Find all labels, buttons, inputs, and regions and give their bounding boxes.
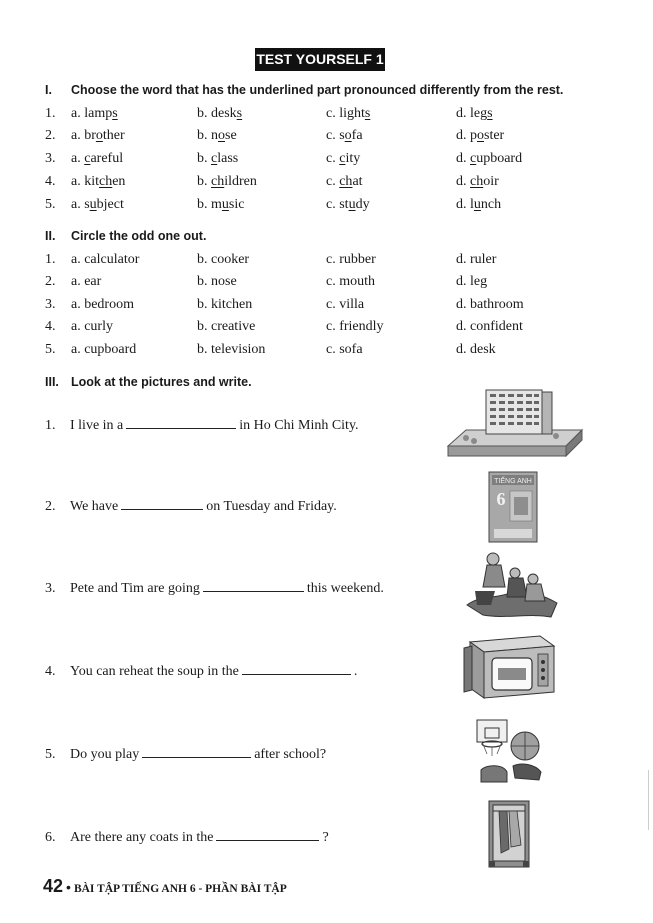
question-number: 1. bbox=[45, 418, 56, 433]
answer-option[interactable]: b. cooker bbox=[197, 252, 250, 267]
option-text: b. desk bbox=[197, 106, 237, 121]
answer-option[interactable]: b. kitchen bbox=[197, 297, 253, 312]
answer-option[interactable] bbox=[71, 197, 124, 213]
answer-option[interactable] bbox=[456, 197, 501, 213]
underlined-part: s bbox=[364, 106, 371, 121]
option-text: areful bbox=[90, 151, 124, 166]
question-number: 1. bbox=[45, 106, 56, 121]
option-text: b. m bbox=[197, 197, 222, 212]
option-text: a. s bbox=[71, 197, 90, 212]
section-1-number: I. bbox=[45, 83, 52, 97]
underlined-part: c bbox=[470, 151, 477, 166]
sentence-5 bbox=[45, 746, 326, 763]
question-row bbox=[45, 274, 625, 294]
option-text: c. bbox=[326, 151, 340, 166]
underlined-part: ch bbox=[470, 174, 484, 189]
sentence-4 bbox=[45, 663, 357, 680]
underlined-part: c bbox=[211, 151, 218, 166]
sentence-3 bbox=[45, 580, 384, 597]
option-text: at bbox=[352, 174, 363, 189]
sentence-6 bbox=[45, 829, 329, 846]
section-1-instruction: Choose the word that has the underlined part pronounced differently from the rest. bbox=[71, 83, 564, 97]
answer-option[interactable] bbox=[71, 106, 118, 122]
sentence-1 bbox=[45, 417, 359, 434]
question-number: 2. bbox=[45, 499, 56, 514]
option-text: ther bbox=[102, 128, 125, 143]
page-edge-line bbox=[648, 770, 649, 830]
question-row bbox=[45, 106, 625, 126]
question-row bbox=[45, 342, 625, 362]
answer-option[interactable] bbox=[71, 128, 125, 144]
answer-option[interactable]: d. ruler bbox=[456, 252, 497, 267]
answer-option[interactable]: b. nose bbox=[197, 274, 237, 289]
option-text: b. n bbox=[197, 128, 218, 143]
underlined-part: ch bbox=[211, 174, 225, 189]
question-number: 5. bbox=[45, 747, 56, 762]
sentence-text: in Ho Chi Minh City. bbox=[239, 418, 359, 433]
option-text: dy bbox=[355, 197, 370, 212]
answer-option[interactable] bbox=[326, 151, 360, 167]
question-number: 5. bbox=[45, 342, 56, 357]
option-text: b. bbox=[197, 151, 211, 166]
underlined-part: c bbox=[339, 151, 346, 166]
answer-option[interactable]: d. bathroom bbox=[456, 297, 524, 312]
underlined-part: o bbox=[218, 128, 225, 143]
question-number: 4. bbox=[45, 664, 56, 679]
book-cover-grade: 6 bbox=[496, 489, 506, 509]
answer-blank[interactable] bbox=[203, 580, 304, 592]
option-text: lass bbox=[217, 151, 239, 166]
option-text: d. bbox=[456, 174, 470, 189]
underlined-part: ch bbox=[99, 174, 113, 189]
answer-option[interactable]: c. villa bbox=[326, 297, 365, 312]
answer-option[interactable]: d. desk bbox=[456, 342, 496, 357]
option-text: a. br bbox=[71, 128, 96, 143]
sentence-text: We have bbox=[70, 499, 119, 514]
question-number: 3. bbox=[45, 581, 56, 596]
wardrobe-picture bbox=[487, 799, 531, 869]
answer-option[interactable]: a. ear bbox=[71, 274, 102, 289]
option-text: en bbox=[112, 174, 126, 189]
answer-option[interactable]: c. mouth bbox=[326, 274, 375, 289]
option-text: d. l bbox=[456, 197, 474, 212]
answer-option[interactable] bbox=[456, 128, 504, 144]
answer-blank[interactable] bbox=[121, 498, 203, 510]
answer-option[interactable] bbox=[456, 106, 493, 122]
sentence-text: Do you play bbox=[70, 747, 140, 762]
section-3-heading bbox=[45, 375, 252, 389]
sentence-text: after school? bbox=[254, 747, 327, 762]
answer-option[interactable]: a. cupboard bbox=[71, 342, 137, 357]
underlined-part: s bbox=[112, 106, 118, 121]
option-text: ster bbox=[484, 128, 505, 143]
option-text: fa bbox=[351, 128, 363, 143]
answer-blank[interactable] bbox=[142, 746, 251, 758]
underlined-part: o bbox=[95, 128, 103, 143]
sentence-2 bbox=[45, 498, 337, 515]
book-cover-title: TIẾNG ANH bbox=[494, 478, 532, 485]
question-number: 6. bbox=[45, 830, 56, 845]
microwave-picture bbox=[462, 630, 558, 700]
underlined-part: u bbox=[221, 197, 229, 212]
answer-option[interactable]: d. confident bbox=[456, 319, 523, 334]
option-text: c. bbox=[326, 174, 340, 189]
sentence-text: Pete and Tim are going bbox=[70, 581, 200, 596]
option-text: c. st bbox=[326, 197, 349, 212]
answer-option[interactable] bbox=[197, 106, 242, 122]
question-number: 3. bbox=[45, 151, 56, 166]
answer-option[interactable] bbox=[326, 106, 370, 122]
section-2-instruction: Circle the odd one out. bbox=[71, 229, 207, 243]
sentence-text: . bbox=[353, 664, 358, 679]
question-number: 1. bbox=[45, 252, 56, 267]
option-text: a. lamp bbox=[71, 106, 113, 121]
underlined-part: o bbox=[344, 128, 352, 143]
section-3-number: III. bbox=[45, 375, 59, 389]
test-title: TEST YOURSELF 1 bbox=[255, 48, 385, 71]
question-row bbox=[45, 297, 625, 317]
answer-option[interactable]: c. sofa bbox=[326, 342, 363, 357]
question-row bbox=[45, 151, 625, 171]
answer-option[interactable] bbox=[71, 174, 125, 190]
option-text: ity bbox=[345, 151, 361, 166]
option-text: d. p bbox=[456, 128, 477, 143]
sentence-text: I live in a bbox=[70, 418, 124, 433]
answer-option[interactable] bbox=[326, 174, 363, 190]
book-title: BÀI TẬP TIẾNG ANH 6 - PHẦN BÀI TẬP bbox=[73, 883, 287, 895]
answer-option[interactable]: d. leg bbox=[456, 274, 488, 289]
option-text: b. bbox=[197, 174, 211, 189]
underlined-part: ch bbox=[339, 174, 353, 189]
underlined-part: o bbox=[477, 128, 484, 143]
english-textbook-picture bbox=[488, 471, 538, 543]
question-row bbox=[45, 252, 625, 272]
question-number: 2. bbox=[45, 274, 56, 289]
section-1-heading bbox=[45, 83, 563, 97]
underlined-part: c bbox=[84, 151, 91, 166]
question-number: 5. bbox=[45, 197, 56, 212]
question-number: 2. bbox=[45, 128, 56, 143]
option-text: sic bbox=[228, 197, 245, 212]
answer-option[interactable]: b. creative bbox=[197, 319, 256, 334]
answer-option[interactable]: b. television bbox=[197, 342, 266, 357]
answer-option[interactable]: c. rubber bbox=[326, 252, 376, 267]
answer-option[interactable] bbox=[71, 151, 123, 167]
footer-bullet: • bbox=[66, 879, 71, 895]
underlined-part: s bbox=[487, 106, 493, 121]
option-text: bject bbox=[96, 197, 124, 212]
option-text: a. kit bbox=[71, 174, 99, 189]
answer-option[interactable] bbox=[197, 151, 238, 167]
answer-option[interactable] bbox=[326, 128, 363, 144]
answer-blank[interactable] bbox=[242, 663, 351, 675]
option-text: nch bbox=[480, 197, 502, 212]
option-text: se bbox=[225, 128, 237, 143]
page-footer bbox=[43, 876, 287, 897]
question-row bbox=[45, 319, 625, 339]
sentence-text: this weekend. bbox=[306, 581, 384, 596]
option-text: upboard bbox=[476, 151, 523, 166]
question-row bbox=[45, 174, 625, 194]
answer-option[interactable]: a. calculator bbox=[71, 252, 140, 267]
question-number: 4. bbox=[45, 174, 56, 189]
option-text: c. s bbox=[326, 128, 345, 143]
option-text: a. bbox=[71, 151, 85, 166]
answer-blank[interactable] bbox=[126, 417, 236, 429]
underlined-part: u bbox=[89, 197, 97, 212]
answer-option[interactable] bbox=[197, 128, 237, 144]
underlined-part: u bbox=[348, 197, 356, 212]
answer-option[interactable]: a. bedroom bbox=[71, 297, 134, 312]
section-2-heading bbox=[45, 229, 206, 243]
basketball-picture bbox=[473, 716, 549, 788]
sentence-text: You can reheat the soup in the bbox=[70, 664, 239, 679]
picnic-people-picture bbox=[465, 547, 560, 621]
answer-option[interactable] bbox=[326, 197, 370, 213]
answer-option[interactable] bbox=[456, 151, 522, 167]
option-text: d. bbox=[456, 151, 470, 166]
answer-blank[interactable] bbox=[216, 829, 319, 841]
answer-option[interactable]: a. curly bbox=[71, 319, 113, 334]
apartment-building-picture bbox=[446, 386, 584, 458]
option-text: c. light bbox=[326, 106, 365, 121]
section-2-number: II. bbox=[45, 229, 56, 243]
answer-option[interactable] bbox=[197, 197, 244, 213]
option-text: ildren bbox=[224, 174, 257, 189]
question-row bbox=[45, 197, 625, 217]
option-text: oir bbox=[483, 174, 499, 189]
answer-option[interactable] bbox=[456, 174, 499, 190]
answer-option[interactable]: c. friendly bbox=[326, 319, 384, 334]
answer-option[interactable] bbox=[197, 174, 257, 190]
underlined-part: s bbox=[236, 106, 243, 121]
question-number: 4. bbox=[45, 319, 56, 334]
section-3-instruction: Look at the pictures and write. bbox=[71, 375, 252, 389]
sentence-text: on Tuesday and Friday. bbox=[206, 499, 337, 514]
underlined-part: u bbox=[473, 197, 481, 212]
page-number: 42 bbox=[43, 876, 64, 896]
sentence-text: ? bbox=[322, 830, 329, 845]
question-row bbox=[45, 128, 625, 148]
sentence-text: Are there any coats in the bbox=[70, 830, 214, 845]
option-text: d. leg bbox=[456, 106, 488, 121]
question-number: 3. bbox=[45, 297, 56, 312]
